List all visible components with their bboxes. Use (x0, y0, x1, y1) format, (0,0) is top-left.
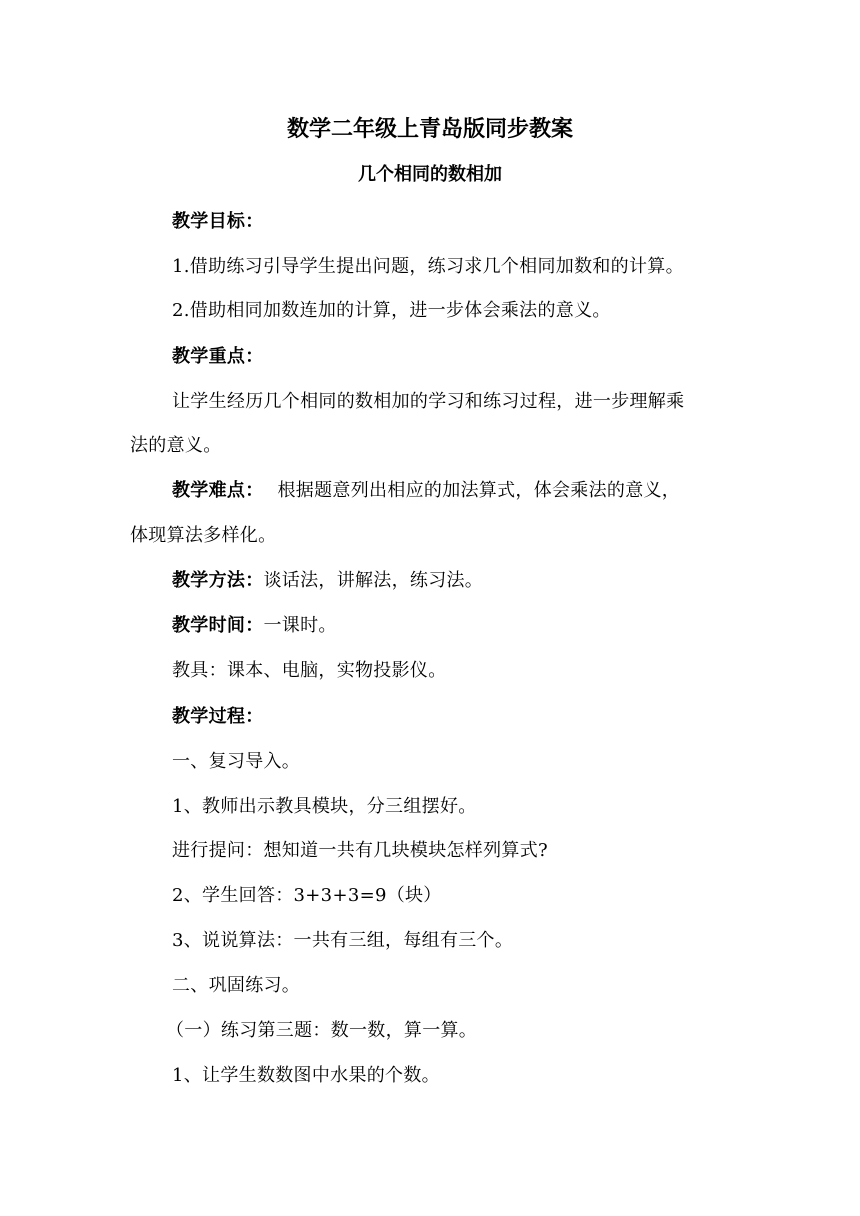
difficulty-text-line-2: 体现算法多样化。 (130, 525, 277, 546)
process-heading: 教学过程： (172, 706, 264, 727)
key-heading: 教学重点： (172, 346, 264, 367)
goal-2: 2.借助相同加数连加的计算，进一步体会乘法的意义。 (172, 300, 611, 321)
question: 进行提问：想知道一共有几块模块怎样列算式? (172, 840, 548, 861)
method-text: 谈话法，讲解法，练习法。 (263, 570, 484, 591)
key-text-line-2: 法的意义。 (130, 435, 222, 456)
key-text-line-1: 让学生经历几个相同的数相加的学习和练习过程，进一步理解乘 (172, 391, 685, 412)
step-1: 1、教师出示教具模块，分三组摆好。 (172, 796, 477, 817)
step-2: 2、学生回答：3+3+3=9（块） (172, 885, 442, 906)
difficulty-paragraph (172, 476, 680, 502)
section-2: 二、巩固练习。 (172, 975, 301, 996)
time-heading: 教学时间： (172, 615, 264, 636)
time-paragraph (172, 611, 337, 637)
goals-heading: 教学目标： (172, 211, 264, 232)
tools-text: 教具：课本、电脑，实物投影仪。 (172, 660, 447, 681)
difficulty-heading: 教学难点： (172, 480, 264, 501)
method-heading: 教学方法： (172, 570, 264, 591)
section-1: 一、复习导入。 (172, 751, 301, 772)
step-3: 3、说说算法：一共有三组，每组有三个。 (172, 930, 514, 951)
lesson-subtitle: 几个相同的数相加 (358, 164, 502, 185)
method-paragraph (172, 566, 483, 592)
document-title: 数学二年级上青岛版同步教案 (286, 117, 573, 142)
time-text: 一课时。 (263, 615, 337, 636)
exercise-step-1: 1、让学生数数图中水果的个数。 (172, 1065, 440, 1086)
goal-1: 1.借助练习引导学生提出问题，练习求几个相同加数和的计算。 (172, 256, 684, 277)
exercise-1: （一）练习第三题：数一数，算一算。 (166, 1020, 478, 1041)
difficulty-text-line-1: 根据题意列出相应的加法算式，体会乘法的意义， (277, 480, 681, 501)
